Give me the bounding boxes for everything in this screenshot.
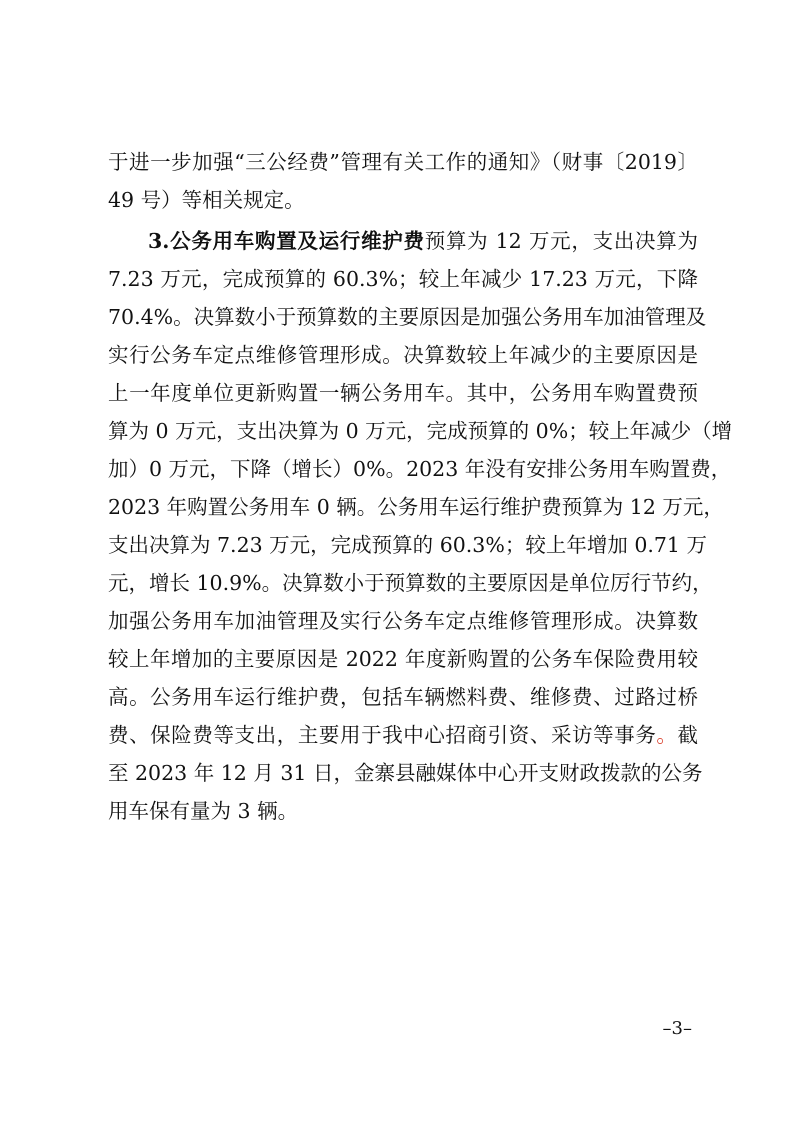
paragraph-line: 于进一步加强“三公经费”管理有关工作的通知》（财事〔2019〕	[108, 150, 698, 174]
paragraph-line: 加）0 万元，下降（增长）0%。2023 年没有安排公务用车购置费，	[108, 457, 732, 481]
paragraph-line: 上一年度单位更新购置一辆公务用车。其中，公务用车购置费预	[108, 381, 698, 405]
paragraph-line: 70.4%。决算数小于预算数的主要原因是加强公务用车加油管理及	[108, 305, 707, 329]
paragraph-text: 费、保险费等支出，主要用于我中心招商引资、采访等事务	[108, 723, 657, 747]
paragraph-line: 支出决算为 7.23 万元，完成预算的 60.3%；较上年增加 0.71 万	[108, 533, 707, 557]
paragraph-text: 预算为 12 万元，支出决算为	[424, 229, 698, 253]
page-number: –3–	[662, 1018, 692, 1039]
paragraph-text: 截	[677, 723, 698, 747]
paragraph-line: 实行公务车定点维修管理形成。决算数较上年减少的主要原因是	[108, 343, 698, 367]
highlighted-period: 。	[656, 723, 678, 747]
paragraph-line: 用车保有量为 3 辆。	[108, 799, 299, 823]
paragraph-first-line	[148, 224, 698, 258]
paragraph-line: 较上年增加的主要原因是 2022 年度新购置的公务车保险费用较	[108, 647, 698, 671]
paragraph-line: 元，增长 10.9%。决算数小于预算数的主要原因是单位厉行节约，	[108, 571, 713, 595]
paragraph-line: 2023 年购置公务用车 0 辆。公务用车运行维护费预算为 12 万元，	[108, 495, 724, 519]
paragraph-line: 加强公务用车加油管理及实行公务车定点维修管理形成。决算数	[108, 609, 698, 633]
paragraph-line: 高。公务用车运行维护费，包括车辆燃料费、维修费、过路过桥	[108, 685, 698, 709]
section-heading: 3.公务用车购置及运行维护费	[148, 229, 425, 253]
paragraph-line: 49 号）等相关规定。	[108, 188, 305, 212]
paragraph-line: 算为 0 万元，支出决算为 0 万元，完成预算的 0%；较上年减少（增	[108, 419, 733, 443]
paragraph-line: 至 2023 年 12 月 31 日，金寨县融媒体中心开支财政拨款的公务	[108, 761, 703, 785]
paragraph-line: 7.23 万元，完成预算的 60.3%；较上年减少 17.23 万元，下降	[108, 267, 698, 291]
paragraph-line	[108, 718, 698, 752]
